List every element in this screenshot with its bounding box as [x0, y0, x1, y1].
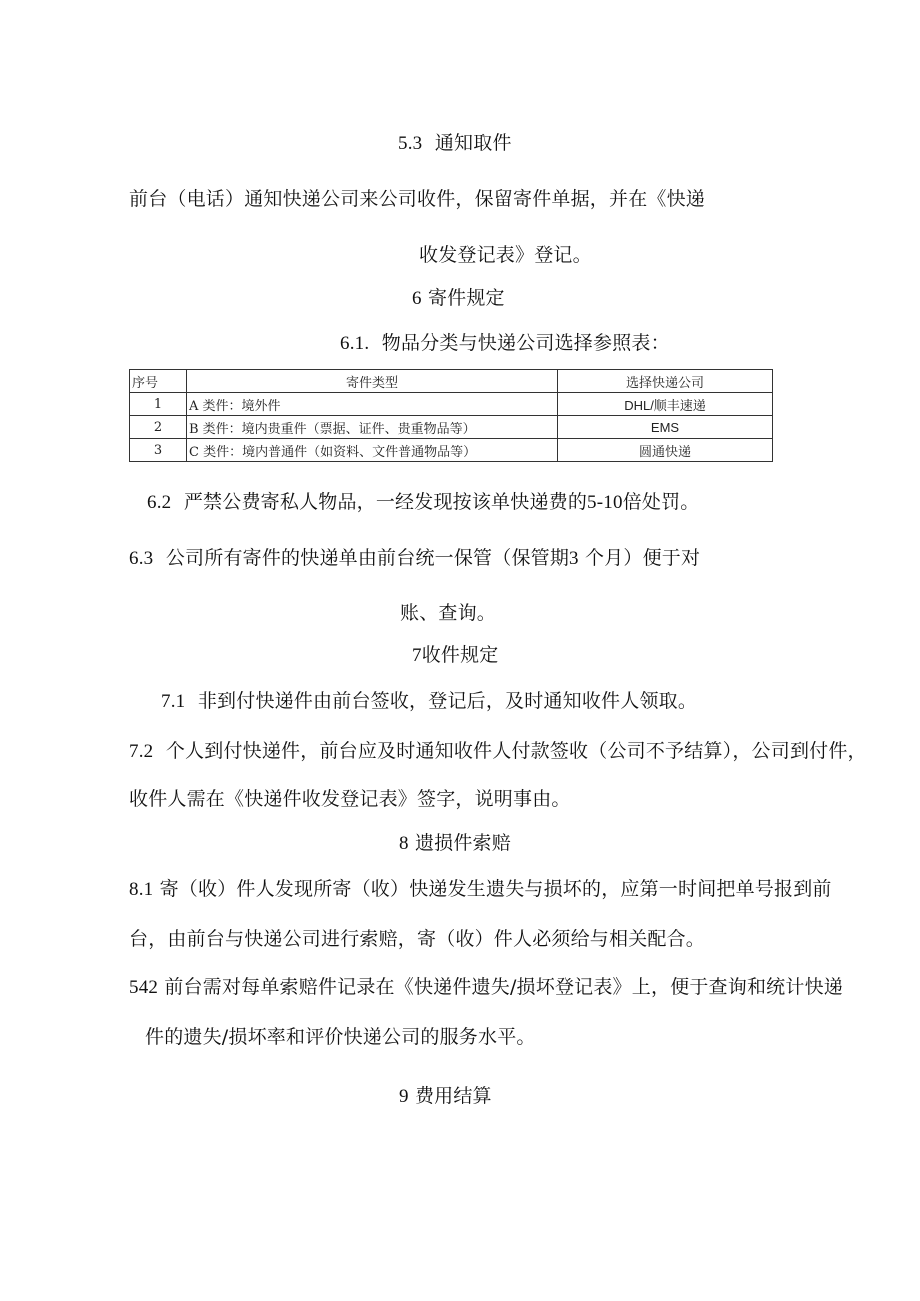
section-6-2-paragraph: 6.2 严禁公费寄私人物品，一经发现按该单快递费的5-10倍处罚。: [147, 491, 700, 513]
section-7-heading: 7收件规定: [412, 644, 499, 666]
table-row: [130, 416, 773, 439]
column-header-type: 寄件类型: [187, 370, 558, 393]
section-6-1-heading: 6.1. 物品分类与快递公司选择参照表：: [340, 332, 670, 354]
table-header-row: [130, 370, 773, 393]
section-542-paragraph-line2: 件的遗失/损坏率和评价快递公司的服务水平。: [145, 1026, 536, 1048]
table-row: [130, 393, 773, 416]
row-company: DHL/顺丰速递: [558, 393, 773, 416]
section-9-heading: 9 费用结算: [399, 1085, 492, 1107]
column-header-company: 选择快递公司: [558, 370, 773, 393]
section-5-3-heading: 5.3 通知取件: [398, 132, 512, 154]
section-8-1-paragraph-line1: 8.1 寄（收）件人发现所寄（收）快递发生遗失与损坏的，应第一时间把单号报到前: [129, 878, 832, 900]
section-6-3-paragraph-line1: 6.3 公司所有寄件的快递单由前台统一保管（保管期3 个月）便于对: [129, 547, 701, 569]
row-type: C 类件：境内普通件（如资料、文件普通物品等）: [187, 439, 558, 462]
row-company: 圆通快递: [558, 439, 773, 462]
section-7-2-paragraph-line2: 收件人需在《快递件收发登记表》签字，说明事由。: [129, 788, 571, 810]
row-number: 3: [130, 439, 187, 462]
section-7-1-paragraph: 7.1 非到付快递件由前台签收，登记后，及时通知收件人领取。: [161, 690, 698, 712]
section-8-1-paragraph-line2: 台，由前台与快递公司进行索赔，寄（收）件人必须给与相关配合。: [129, 928, 706, 950]
section-5-3-paragraph-line1: 前台（电话）通知快递公司来公司收件，保留寄件单据，并在《快递: [129, 188, 706, 210]
column-header-no: 序号: [130, 370, 187, 393]
row-number: 2: [130, 416, 187, 439]
row-type: B 类件：境内贵重件（票据、证件、贵重物品等）: [187, 416, 558, 439]
section-7-2-paragraph-line1: 7.2 个人到付快递件，前台应及时通知收件人付款签收（公司不予结算），公司到付件，: [129, 740, 867, 762]
courier-reference-table: [129, 369, 773, 462]
section-8-heading: 8 遗损件索赔: [399, 832, 511, 854]
row-number: 1: [130, 393, 187, 416]
table-row: [130, 439, 773, 462]
section-6-3-paragraph-line2: 账、查询。: [400, 602, 497, 624]
section-5-3-paragraph-line2: 收发登记表》登记。: [419, 244, 592, 266]
row-company: EMS: [558, 416, 773, 439]
section-542-paragraph-line1: 542 前台需对每单索赔件记录在《快递件遗失/损坏登记表》上，便于查询和统计快递: [129, 976, 843, 998]
section-6-heading: 6 寄件规定: [412, 287, 505, 309]
row-type: A 类件：境外件: [187, 393, 558, 416]
